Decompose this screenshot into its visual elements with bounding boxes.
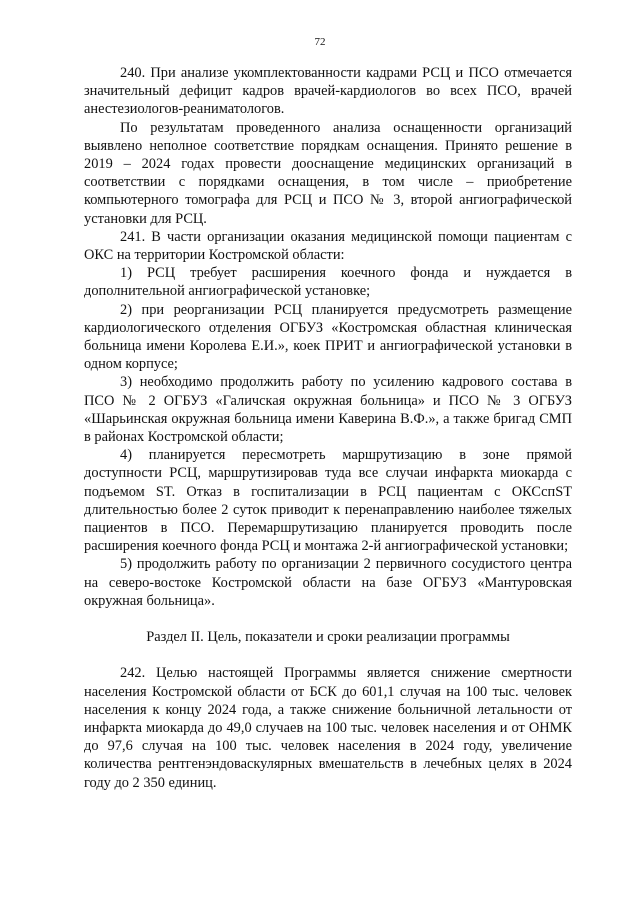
list-item-3: 3) необходимо продолжить работу по усилению кадрового состава в ПСО № 2 ОГБУЗ «Галичская окружная больница» и ПСО № 3 ОГБУЗ «Шарьинская окружная больница имени Каверина В.Ф.», а также бригад СМП в районах Костромской области; <box>84 374 572 446</box>
list-item-4: 4) планируется пересмотреть маршрутизацию в зоне прямой доступности РСЦ, маршрутизировав туда все случаи инфаркта миокарда с подъемом ST. Отказ в госпитализации в РСЦ пациентам с ОКСспST длительностью более 2 суток приводит к перенаправлению наиболее тяжелых пациентов в ПСО. Перемаршрутизацию планируется проводить после расширения коечного фонда РСЦ и монтажа 2-й ангиографической установки; <box>84 447 572 555</box>
paragraph-242: 242. Целью настоящей Программы является снижение смертности населения Костромской области от БСК до 601,1 случая на 100 тыс. человек населения к концу 2024 года, а также снижение больничной летальности от инфаркта миокарда до 49,0 случаев на 100 тыс. человек населения и от ОНМК до 97,6 случая на 100 тыс. человек населения в 2024 году, увеличение количества рентгенэндоваскулярных вмешательств в лечебных целях в 2024 году до 2 350 единиц. <box>84 665 572 791</box>
list-item-5: 5) продолжить работу по организации 2 первичного сосудистого центра на северо-востоке Костромской области на базе ОГБУЗ «Мантуровская окружная больница». <box>84 556 572 609</box>
list-item-2: 2) при реорганизации РСЦ планируется предусмотреть размещение кардиологического отделения ОГБУЗ «Костромская областная клиническая больница имени Королева Е.И.», коек ПРИТ и ангиографической установки в одном корпусе; <box>84 301 572 373</box>
list-item-1: 1) РСЦ требует расширения коечного фонда и нуждается в дополнительной ангиографической установке; <box>84 265 572 300</box>
paragraph-241: 241. В части организации оказания медицинской помощи пациентам с ОКС на территории Костромской области: <box>84 228 572 264</box>
paragraph-240: 240. При анализе укомплектованности кадрами РСЦ и ПСО отмечается значительный дефицит кадров врачей-кардиологов во всех ПСО, врачей анестезиологов-реаниматологов. <box>84 65 572 118</box>
section-heading: Раздел II. Цель, показатели и сроки реализации программы <box>146 629 510 646</box>
page-number: 72 <box>314 36 326 48</box>
paragraph-equipment: По результатам проведенного анализа оснащенности организаций выявлено неполное соответствие порядкам оснащения. Принято решение в 2019 – 2024 годах провести дооснащение медицинских организаций в соответствии с порядками оснащения, в том числе – приобретение компьютерного томографа для РСЦ и ПСО № 3, второй ангиографической установки для РСЦ. <box>84 119 572 227</box>
document-body <box>84 64 572 792</box>
